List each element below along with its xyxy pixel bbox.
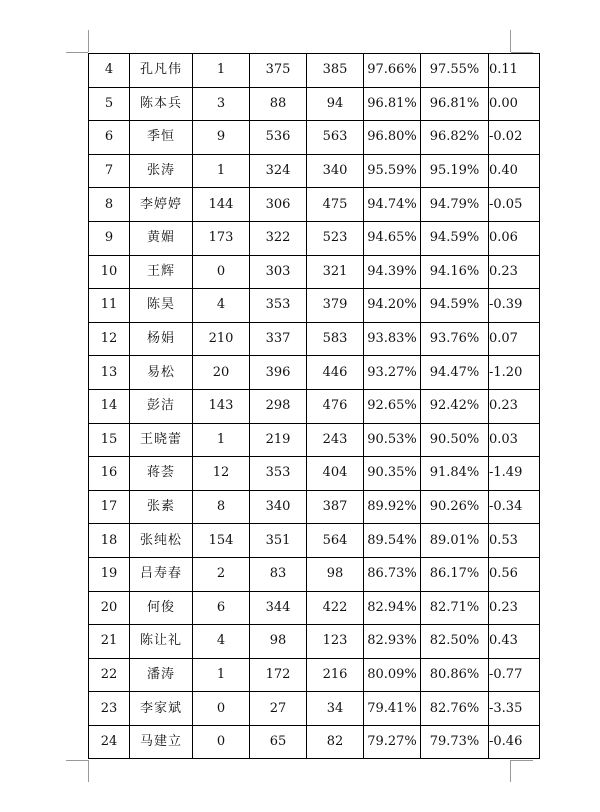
- rate-2-cell: 82.50%: [421, 625, 489, 659]
- count-a-cell: 6: [193, 591, 250, 625]
- count-c-cell: 385: [307, 54, 364, 88]
- count-c-cell: 476: [307, 389, 364, 423]
- count-b-cell: 65: [250, 725, 307, 759]
- count-b-cell: 219: [250, 423, 307, 457]
- count-c-cell: 98: [307, 557, 364, 591]
- rate-2-cell: 97.55%: [421, 54, 489, 88]
- rate-1-cell: 96.80%: [364, 121, 421, 155]
- count-b-cell: 27: [250, 692, 307, 726]
- table-row: [89, 591, 540, 625]
- count-a-cell: 0: [193, 692, 250, 726]
- count-b-cell: 375: [250, 54, 307, 88]
- table-row: [89, 54, 540, 88]
- rate-1-cell: 94.74%: [364, 188, 421, 222]
- rate-2-cell: 82.76%: [421, 692, 489, 726]
- rank-cell: 14: [89, 389, 130, 423]
- diff-cell: 0.07: [489, 322, 540, 356]
- name-cell: 吕寿春: [130, 557, 193, 591]
- rate-1-cell: 79.27%: [364, 725, 421, 759]
- name-cell: 王辉: [130, 255, 193, 289]
- rate-2-cell: 90.50%: [421, 423, 489, 457]
- diff-cell: -0.46: [489, 725, 540, 759]
- count-b-cell: 298: [250, 389, 307, 423]
- crop-mark-bottom-right: [510, 760, 511, 782]
- diff-cell: -3.35: [489, 692, 540, 726]
- score-table: [88, 53, 540, 759]
- name-cell: 张素: [130, 490, 193, 524]
- count-b-cell: 337: [250, 322, 307, 356]
- table-row: [89, 221, 540, 255]
- count-c-cell: 387: [307, 490, 364, 524]
- count-a-cell: 4: [193, 625, 250, 659]
- rate-1-cell: 80.09%: [364, 658, 421, 692]
- count-a-cell: 8: [193, 490, 250, 524]
- rate-2-cell: 94.16%: [421, 255, 489, 289]
- rank-cell: 15: [89, 423, 130, 457]
- count-c-cell: 563: [307, 121, 364, 155]
- rate-1-cell: 90.35%: [364, 457, 421, 491]
- count-c-cell: 404: [307, 457, 364, 491]
- count-a-cell: 143: [193, 389, 250, 423]
- count-c-cell: 475: [307, 188, 364, 222]
- name-cell: 易松: [130, 356, 193, 390]
- count-a-cell: 210: [193, 322, 250, 356]
- rank-cell: 7: [89, 154, 130, 188]
- diff-cell: 0.23: [489, 255, 540, 289]
- count-b-cell: 351: [250, 524, 307, 558]
- rank-cell: 11: [89, 289, 130, 323]
- rank-cell: 9: [89, 221, 130, 255]
- count-a-cell: 1: [193, 154, 250, 188]
- diff-cell: -1.49: [489, 457, 540, 491]
- count-b-cell: 396: [250, 356, 307, 390]
- rank-cell: 12: [89, 322, 130, 356]
- count-a-cell: 3: [193, 87, 250, 121]
- diff-cell: -0.34: [489, 490, 540, 524]
- rank-cell: 8: [89, 188, 130, 222]
- name-cell: 何俊: [130, 591, 193, 625]
- table-row: [89, 255, 540, 289]
- rate-2-cell: 91.84%: [421, 457, 489, 491]
- crop-mark-top-right: [510, 30, 511, 52]
- table-row: [89, 121, 540, 155]
- count-c-cell: 123: [307, 625, 364, 659]
- rate-1-cell: 96.81%: [364, 87, 421, 121]
- count-c-cell: 321: [307, 255, 364, 289]
- name-cell: 陈本兵: [130, 87, 193, 121]
- count-b-cell: 353: [250, 289, 307, 323]
- table-row: [89, 692, 540, 726]
- name-cell: 王晓蕾: [130, 423, 193, 457]
- name-cell: 李婷婷: [130, 188, 193, 222]
- rate-1-cell: 94.39%: [364, 255, 421, 289]
- count-c-cell: 446: [307, 356, 364, 390]
- count-b-cell: 98: [250, 625, 307, 659]
- count-a-cell: 9: [193, 121, 250, 155]
- rate-2-cell: 94.79%: [421, 188, 489, 222]
- rate-2-cell: 94.47%: [421, 356, 489, 390]
- count-b-cell: 340: [250, 490, 307, 524]
- count-c-cell: 82: [307, 725, 364, 759]
- count-b-cell: 172: [250, 658, 307, 692]
- rank-cell: 18: [89, 524, 130, 558]
- count-a-cell: 0: [193, 725, 250, 759]
- rank-cell: 4: [89, 54, 130, 88]
- diff-cell: -0.02: [489, 121, 540, 155]
- count-a-cell: 2: [193, 557, 250, 591]
- rate-2-cell: 80.86%: [421, 658, 489, 692]
- count-b-cell: 83: [250, 557, 307, 591]
- table-row: [89, 625, 540, 659]
- diff-cell: 0.53: [489, 524, 540, 558]
- rate-1-cell: 86.73%: [364, 557, 421, 591]
- rate-2-cell: 95.19%: [421, 154, 489, 188]
- count-c-cell: 379: [307, 289, 364, 323]
- rate-2-cell: 96.82%: [421, 121, 489, 155]
- count-c-cell: 422: [307, 591, 364, 625]
- count-c-cell: 94: [307, 87, 364, 121]
- rank-cell: 16: [89, 457, 130, 491]
- count-c-cell: 564: [307, 524, 364, 558]
- count-c-cell: 583: [307, 322, 364, 356]
- count-a-cell: 1: [193, 54, 250, 88]
- rate-2-cell: 82.71%: [421, 591, 489, 625]
- count-b-cell: 536: [250, 121, 307, 155]
- name-cell: 蒋荟: [130, 457, 193, 491]
- rate-2-cell: 86.17%: [421, 557, 489, 591]
- table-row: [89, 154, 540, 188]
- diff-cell: 0.11: [489, 54, 540, 88]
- count-a-cell: 12: [193, 457, 250, 491]
- diff-cell: 0.43: [489, 625, 540, 659]
- table-row: [89, 457, 540, 491]
- name-cell: 潘涛: [130, 658, 193, 692]
- name-cell: 孔凡伟: [130, 54, 193, 88]
- table-row: [89, 356, 540, 390]
- table-row: [89, 87, 540, 121]
- count-a-cell: 1: [193, 658, 250, 692]
- diff-cell: 0.56: [489, 557, 540, 591]
- rate-1-cell: 94.65%: [364, 221, 421, 255]
- count-c-cell: 523: [307, 221, 364, 255]
- rate-2-cell: 90.26%: [421, 490, 489, 524]
- count-a-cell: 173: [193, 221, 250, 255]
- count-b-cell: 306: [250, 188, 307, 222]
- crop-mark-top-left-h: [66, 52, 88, 53]
- rank-cell: 20: [89, 591, 130, 625]
- count-c-cell: 216: [307, 658, 364, 692]
- table-row: [89, 658, 540, 692]
- count-b-cell: 344: [250, 591, 307, 625]
- diff-cell: 0.40: [489, 154, 540, 188]
- rate-1-cell: 89.92%: [364, 490, 421, 524]
- diff-cell: -0.39: [489, 289, 540, 323]
- rate-1-cell: 93.83%: [364, 322, 421, 356]
- count-b-cell: 322: [250, 221, 307, 255]
- count-c-cell: 243: [307, 423, 364, 457]
- rank-cell: 10: [89, 255, 130, 289]
- table-row: [89, 423, 540, 457]
- rank-cell: 23: [89, 692, 130, 726]
- name-cell: 马建立: [130, 725, 193, 759]
- count-b-cell: 353: [250, 457, 307, 491]
- rate-1-cell: 92.65%: [364, 389, 421, 423]
- count-a-cell: 154: [193, 524, 250, 558]
- crop-mark-bottom-left-h: [66, 760, 88, 761]
- rate-1-cell: 97.66%: [364, 54, 421, 88]
- rate-1-cell: 82.93%: [364, 625, 421, 659]
- rate-1-cell: 94.20%: [364, 289, 421, 323]
- rank-cell: 17: [89, 490, 130, 524]
- crop-mark-top-left: [88, 30, 89, 52]
- diff-cell: 0.06: [489, 221, 540, 255]
- rank-cell: 13: [89, 356, 130, 390]
- rate-1-cell: 95.59%: [364, 154, 421, 188]
- name-cell: 陈昊: [130, 289, 193, 323]
- name-cell: 黄媚: [130, 221, 193, 255]
- rate-2-cell: 79.73%: [421, 725, 489, 759]
- count-a-cell: 1: [193, 423, 250, 457]
- table-row: [89, 524, 540, 558]
- name-cell: 陈让礼: [130, 625, 193, 659]
- table-row: [89, 389, 540, 423]
- count-b-cell: 324: [250, 154, 307, 188]
- table-row: [89, 490, 540, 524]
- table-row: [89, 188, 540, 222]
- crop-mark-bottom-right-h: [511, 760, 533, 761]
- diff-cell: 0.23: [489, 389, 540, 423]
- rate-1-cell: 90.53%: [364, 423, 421, 457]
- name-cell: 季恒: [130, 121, 193, 155]
- diff-cell: 0.03: [489, 423, 540, 457]
- diff-cell: -0.77: [489, 658, 540, 692]
- table-row: [89, 322, 540, 356]
- name-cell: 李家斌: [130, 692, 193, 726]
- table-row: [89, 725, 540, 759]
- name-cell: 杨娟: [130, 322, 193, 356]
- count-b-cell: 303: [250, 255, 307, 289]
- rate-1-cell: 79.41%: [364, 692, 421, 726]
- count-a-cell: 0: [193, 255, 250, 289]
- rank-cell: 5: [89, 87, 130, 121]
- rank-cell: 19: [89, 557, 130, 591]
- rate-1-cell: 82.94%: [364, 591, 421, 625]
- name-cell: 彭洁: [130, 389, 193, 423]
- rank-cell: 21: [89, 625, 130, 659]
- rate-2-cell: 92.42%: [421, 389, 489, 423]
- table-row: [89, 289, 540, 323]
- name-cell: 张纯松: [130, 524, 193, 558]
- rate-2-cell: 94.59%: [421, 289, 489, 323]
- count-a-cell: 20: [193, 356, 250, 390]
- count-b-cell: 88: [250, 87, 307, 121]
- table-row: [89, 557, 540, 591]
- rate-1-cell: 93.27%: [364, 356, 421, 390]
- diff-cell: -1.20: [489, 356, 540, 390]
- score-table-body: [89, 54, 540, 759]
- diff-cell: 0.23: [489, 591, 540, 625]
- rate-2-cell: 94.59%: [421, 221, 489, 255]
- rank-cell: 6: [89, 121, 130, 155]
- count-c-cell: 34: [307, 692, 364, 726]
- diff-cell: -0.05: [489, 188, 540, 222]
- rank-cell: 22: [89, 658, 130, 692]
- count-a-cell: 4: [193, 289, 250, 323]
- rank-cell: 24: [89, 725, 130, 759]
- count-c-cell: 340: [307, 154, 364, 188]
- name-cell: 张涛: [130, 154, 193, 188]
- diff-cell: 0.00: [489, 87, 540, 121]
- rate-2-cell: 93.76%: [421, 322, 489, 356]
- rate-2-cell: 96.81%: [421, 87, 489, 121]
- rate-1-cell: 89.54%: [364, 524, 421, 558]
- count-a-cell: 144: [193, 188, 250, 222]
- crop-mark-bottom-left: [88, 760, 89, 782]
- rate-2-cell: 89.01%: [421, 524, 489, 558]
